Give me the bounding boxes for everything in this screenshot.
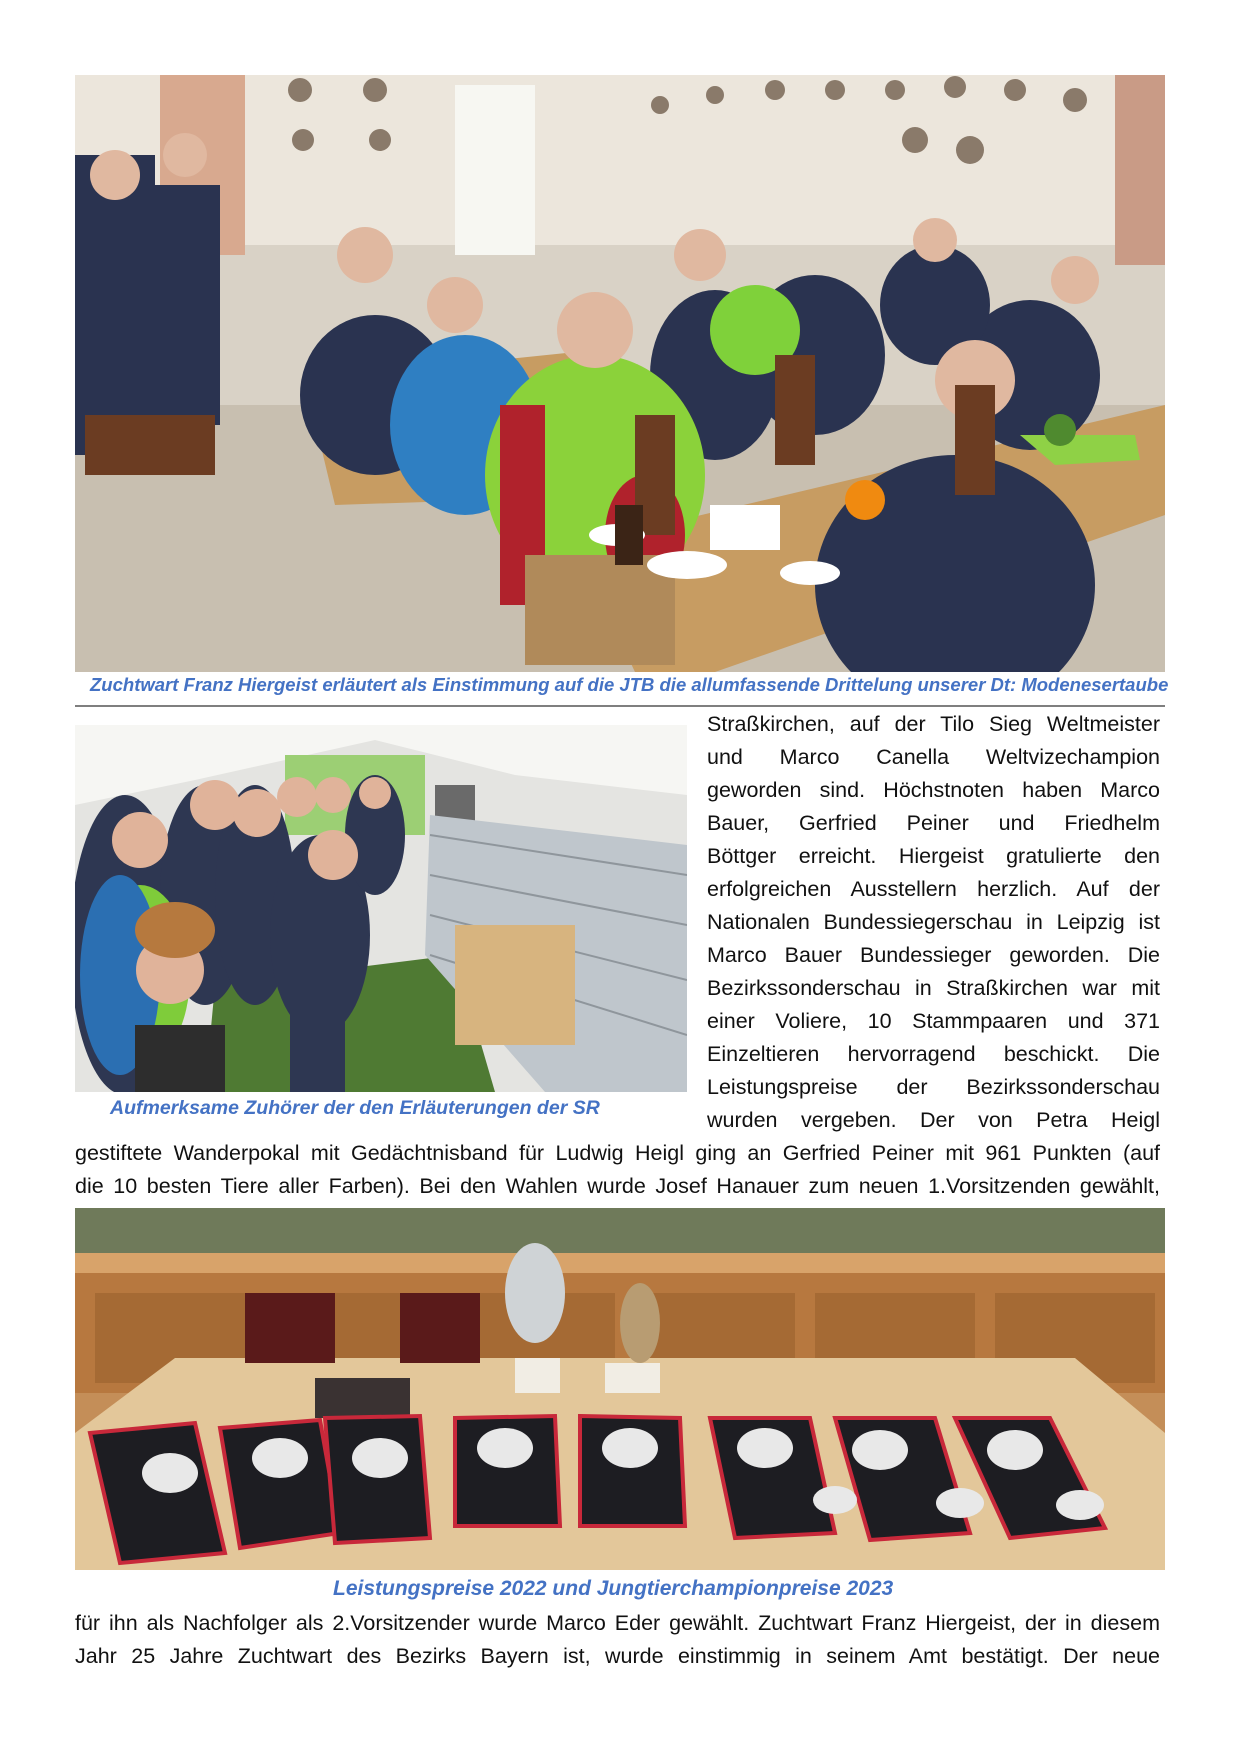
text-line: wurden vergeben. Der von Petra Heigl xyxy=(707,1108,1160,1132)
text-full xyxy=(75,1137,1160,1203)
photo3-caption: Leistungspreise 2022 und Jungtierchampionpreise 2023 xyxy=(333,1577,894,1600)
text-line: geworden sind. Höchstnoten haben Marco xyxy=(707,778,1160,802)
text-line: Straßkirchen, auf der Tilo Sieg Weltmeister xyxy=(707,712,1160,736)
text-line: Marco Bauer Bundessieger geworden. Die xyxy=(707,943,1160,967)
text-line: gestiftete Wanderpokal mit Gedächtnisband für Ludwig Heigl ging an Gerfried Peiner mit 961 Punkten (auf xyxy=(75,1141,1160,1165)
text-column xyxy=(707,708,1160,1137)
text-line: und Marco Canella Weltvizechampion xyxy=(707,745,1160,769)
trophies-pennants-photo xyxy=(75,1208,1165,1570)
text-line: Einzeltieren hervorragend beschickt. Die xyxy=(707,1042,1160,1066)
photo1-caption: Zuchtwart Franz Hiergeist erläutert als Einstimmung auf die JTB die allumfassende Drittelung unserer Dt: Modenesertaube xyxy=(90,674,1169,695)
meeting-room-photo xyxy=(75,75,1165,672)
text-line: Böttger erreicht. Hiergeist gratulierte den xyxy=(707,844,1160,868)
text-line: Bezirkssonderschau in Straßkirchen war mit xyxy=(707,976,1160,1000)
pigeon-cages-photo xyxy=(75,725,687,1092)
text-line: für ihn als Nachfolger als 2.Vorsitzender wurde Marco Eder gewählt. Zuchtwart Franz Hiergeist, der in diesem xyxy=(75,1611,1160,1635)
text-line: Nationalen Bundessiegerschau in Leipzig ist xyxy=(707,910,1160,934)
text-line: Bauer, Gerfried Peiner und Friedhelm xyxy=(707,811,1160,835)
caption-divider xyxy=(75,705,1165,707)
text-bottom xyxy=(75,1607,1160,1673)
photo2-caption: Aufmerksame Zuhörer der den Erläuterungen der SR xyxy=(110,1097,600,1119)
text-line: einer Voliere, 10 Stammpaaren und 371 xyxy=(707,1009,1160,1033)
text-line: die 10 besten Tiere aller Farben). Bei den Wahlen wurde Josef Hanauer zum neuen 1.Vorsitzenden gewählt, xyxy=(75,1174,1160,1198)
text-line: Jahr 25 Jahre Zuchtwart des Bezirks Bayern ist, wurde einstimmig in seinem Amt bestätigt. Der neue xyxy=(75,1644,1160,1668)
text-line: erfolgreichen Ausstellern herzlich. Auf der xyxy=(707,877,1160,901)
text-line: Leistungspreise der Bezirkssonderschau xyxy=(707,1075,1160,1099)
